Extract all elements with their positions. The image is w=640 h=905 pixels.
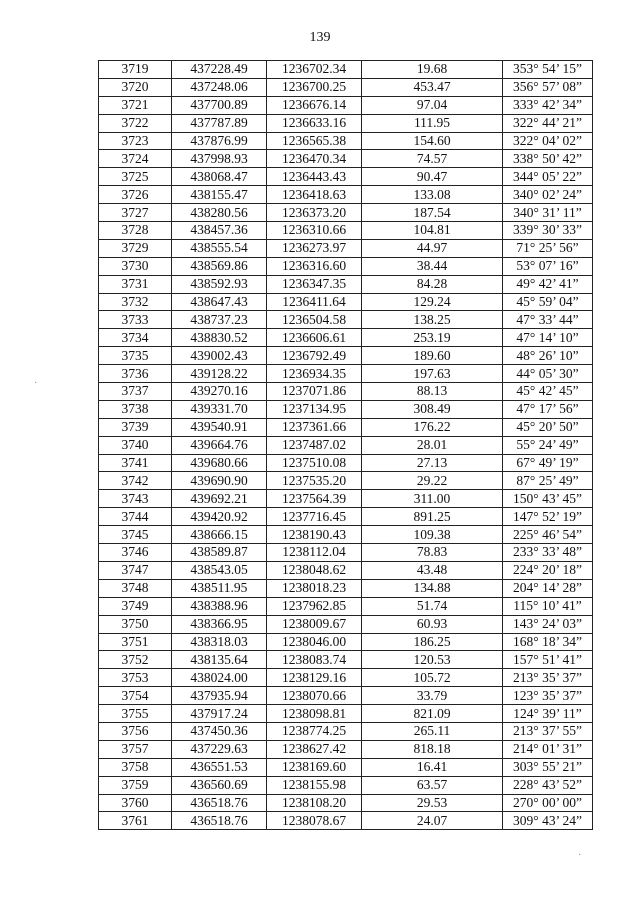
azimuth-cell: 55° 24’ 49” <box>503 436 593 454</box>
table-row <box>99 633 593 651</box>
y-coordinate-cell: 1238078.67 <box>267 812 362 830</box>
y-coordinate-cell: 1238190.43 <box>267 526 362 544</box>
y-coordinate-cell: 1236700.25 <box>267 78 362 96</box>
x-coordinate-cell: 439540.91 <box>172 418 267 436</box>
x-coordinate-cell: 437450.36 <box>172 722 267 740</box>
x-coordinate-cell: 439690.90 <box>172 472 267 490</box>
table-row <box>99 722 593 740</box>
table-row <box>99 579 593 597</box>
table-row <box>99 454 593 472</box>
x-coordinate-cell: 437229.63 <box>172 740 267 758</box>
y-coordinate-cell: 1236443.43 <box>267 168 362 186</box>
azimuth-cell: 45° 20’ 50” <box>503 418 593 436</box>
table-row <box>99 222 593 240</box>
point-number-cell: 3723 <box>99 132 172 150</box>
x-coordinate-cell: 438647.43 <box>172 293 267 311</box>
distance-cell: 105.72 <box>362 669 503 687</box>
distance-cell: 109.38 <box>362 526 503 544</box>
point-number-cell: 3744 <box>99 508 172 526</box>
point-number-cell: 3751 <box>99 633 172 651</box>
x-coordinate-cell: 437917.24 <box>172 705 267 723</box>
azimuth-cell: 340° 02’ 24” <box>503 186 593 204</box>
y-coordinate-cell: 1237716.45 <box>267 508 362 526</box>
y-coordinate-cell: 1237134.95 <box>267 400 362 418</box>
azimuth-cell: 340° 31’ 11” <box>503 204 593 222</box>
point-number-cell: 3733 <box>99 311 172 329</box>
distance-cell: 97.04 <box>362 96 503 114</box>
distance-cell: 19.68 <box>362 61 503 79</box>
distance-cell: 84.28 <box>362 275 503 293</box>
x-coordinate-cell: 437228.49 <box>172 61 267 79</box>
y-coordinate-cell: 1236606.61 <box>267 329 362 347</box>
distance-cell: 821.09 <box>362 705 503 723</box>
y-coordinate-cell: 1236565.38 <box>267 132 362 150</box>
azimuth-cell: 213° 37’ 55” <box>503 722 593 740</box>
y-coordinate-cell: 1236676.14 <box>267 96 362 114</box>
x-coordinate-cell: 438555.54 <box>172 239 267 257</box>
table-row <box>99 150 593 168</box>
azimuth-cell: 168° 18’ 34” <box>503 633 593 651</box>
x-coordinate-cell: 438589.87 <box>172 544 267 562</box>
x-coordinate-cell: 437935.94 <box>172 687 267 705</box>
point-number-cell: 3746 <box>99 544 172 562</box>
distance-cell: 120.53 <box>362 651 503 669</box>
table-row <box>99 472 593 490</box>
azimuth-cell: 338° 50’ 42” <box>503 150 593 168</box>
x-coordinate-cell: 437700.89 <box>172 96 267 114</box>
coordinates-table <box>98 60 593 830</box>
y-coordinate-cell: 1236310.66 <box>267 222 362 240</box>
x-coordinate-cell: 439270.16 <box>172 383 267 401</box>
x-coordinate-cell: 439664.76 <box>172 436 267 454</box>
table-row <box>99 114 593 132</box>
point-number-cell: 3725 <box>99 168 172 186</box>
x-coordinate-cell: 438318.03 <box>172 633 267 651</box>
azimuth-cell: 124° 39’ 11” <box>503 705 593 723</box>
table-row <box>99 651 593 669</box>
point-number-cell: 3736 <box>99 365 172 383</box>
table-row <box>99 400 593 418</box>
distance-cell: 24.07 <box>362 812 503 830</box>
x-coordinate-cell: 436560.69 <box>172 776 267 794</box>
azimuth-cell: 303° 55’ 21” <box>503 758 593 776</box>
x-coordinate-cell: 438155.47 <box>172 186 267 204</box>
distance-cell: 51.74 <box>362 597 503 615</box>
x-coordinate-cell: 436551.53 <box>172 758 267 776</box>
point-number-cell: 3719 <box>99 61 172 79</box>
point-number-cell: 3722 <box>99 114 172 132</box>
point-number-cell: 3726 <box>99 186 172 204</box>
table-row <box>99 615 593 633</box>
azimuth-cell: 353° 54’ 15” <box>503 61 593 79</box>
table-row <box>99 329 593 347</box>
azimuth-cell: 322° 04’ 02” <box>503 132 593 150</box>
distance-cell: 818.18 <box>362 740 503 758</box>
x-coordinate-cell: 439331.70 <box>172 400 267 418</box>
table-row <box>99 168 593 186</box>
point-number-cell: 3727 <box>99 204 172 222</box>
distance-cell: 63.57 <box>362 776 503 794</box>
azimuth-cell: 115° 10’ 41” <box>503 597 593 615</box>
table-row <box>99 812 593 830</box>
x-coordinate-cell: 438592.93 <box>172 275 267 293</box>
azimuth-cell: 309° 43’ 24” <box>503 812 593 830</box>
distance-cell: 253.19 <box>362 329 503 347</box>
y-coordinate-cell: 1237071.86 <box>267 383 362 401</box>
y-coordinate-cell: 1238129.16 <box>267 669 362 687</box>
scan-speck: · <box>34 378 38 389</box>
x-coordinate-cell: 439692.21 <box>172 490 267 508</box>
x-coordinate-cell: 438068.47 <box>172 168 267 186</box>
y-coordinate-cell: 1238108.20 <box>267 794 362 812</box>
distance-cell: 133.08 <box>362 186 503 204</box>
azimuth-cell: 344° 05’ 22” <box>503 168 593 186</box>
azimuth-cell: 322° 44’ 21” <box>503 114 593 132</box>
table-row <box>99 311 593 329</box>
y-coordinate-cell: 1236702.34 <box>267 61 362 79</box>
y-coordinate-cell: 1238169.60 <box>267 758 362 776</box>
azimuth-cell: 214° 01’ 31” <box>503 740 593 758</box>
azimuth-cell: 224° 20’ 18” <box>503 561 593 579</box>
x-coordinate-cell: 438457.36 <box>172 222 267 240</box>
y-coordinate-cell: 1237510.08 <box>267 454 362 472</box>
point-number-cell: 3740 <box>99 436 172 454</box>
y-coordinate-cell: 1236418.63 <box>267 186 362 204</box>
point-number-cell: 3732 <box>99 293 172 311</box>
azimuth-cell: 45° 59’ 04” <box>503 293 593 311</box>
azimuth-cell: 233° 33’ 48” <box>503 544 593 562</box>
azimuth-cell: 150° 43’ 45” <box>503 490 593 508</box>
x-coordinate-cell: 436518.76 <box>172 794 267 812</box>
azimuth-cell: 333° 42’ 34” <box>503 96 593 114</box>
point-number-cell: 3754 <box>99 687 172 705</box>
azimuth-cell: 213° 35’ 37” <box>503 669 593 687</box>
x-coordinate-cell: 438569.86 <box>172 257 267 275</box>
distance-cell: 197.63 <box>362 365 503 383</box>
point-number-cell: 3741 <box>99 454 172 472</box>
azimuth-cell: 270° 00’ 00” <box>503 794 593 812</box>
y-coordinate-cell: 1236411.64 <box>267 293 362 311</box>
point-number-cell: 3758 <box>99 758 172 776</box>
table-row <box>99 687 593 705</box>
distance-cell: 311.00 <box>362 490 503 508</box>
point-number-cell: 3742 <box>99 472 172 490</box>
point-number-cell: 3735 <box>99 347 172 365</box>
distance-cell: 186.25 <box>362 633 503 651</box>
distance-cell: 60.93 <box>362 615 503 633</box>
table-row <box>99 347 593 365</box>
azimuth-cell: 47° 17’ 56” <box>503 400 593 418</box>
x-coordinate-cell: 439002.43 <box>172 347 267 365</box>
y-coordinate-cell: 1237361.66 <box>267 418 362 436</box>
table-row <box>99 705 593 723</box>
x-coordinate-cell: 437998.93 <box>172 150 267 168</box>
point-number-cell: 3749 <box>99 597 172 615</box>
point-number-cell: 3757 <box>99 740 172 758</box>
distance-cell: 44.97 <box>362 239 503 257</box>
y-coordinate-cell: 1236316.60 <box>267 257 362 275</box>
point-number-cell: 3752 <box>99 651 172 669</box>
x-coordinate-cell: 438280.56 <box>172 204 267 222</box>
distance-cell: 891.25 <box>362 508 503 526</box>
point-number-cell: 3748 <box>99 579 172 597</box>
distance-cell: 29.53 <box>362 794 503 812</box>
point-number-cell: 3720 <box>99 78 172 96</box>
point-number-cell: 3760 <box>99 794 172 812</box>
table-row <box>99 96 593 114</box>
distance-cell: 104.81 <box>362 222 503 240</box>
table-row <box>99 669 593 687</box>
distance-cell: 187.54 <box>362 204 503 222</box>
azimuth-cell: 147° 52’ 19” <box>503 508 593 526</box>
distance-cell: 33.79 <box>362 687 503 705</box>
distance-cell: 111.95 <box>362 114 503 132</box>
x-coordinate-cell: 438511.95 <box>172 579 267 597</box>
azimuth-cell: 53° 07’ 16” <box>503 257 593 275</box>
point-number-cell: 3750 <box>99 615 172 633</box>
y-coordinate-cell: 1236273.97 <box>267 239 362 257</box>
y-coordinate-cell: 1236633.16 <box>267 114 362 132</box>
y-coordinate-cell: 1236792.49 <box>267 347 362 365</box>
distance-cell: 28.01 <box>362 436 503 454</box>
point-number-cell: 3721 <box>99 96 172 114</box>
table-row <box>99 418 593 436</box>
point-number-cell: 3753 <box>99 669 172 687</box>
table-row <box>99 508 593 526</box>
distance-cell: 453.47 <box>362 78 503 96</box>
azimuth-cell: 44° 05’ 30” <box>503 365 593 383</box>
x-coordinate-cell: 438666.15 <box>172 526 267 544</box>
distance-cell: 16.41 <box>362 758 503 776</box>
x-coordinate-cell: 439128.22 <box>172 365 267 383</box>
azimuth-cell: 356° 57’ 08” <box>503 78 593 96</box>
table-row <box>99 61 593 79</box>
distance-cell: 78.83 <box>362 544 503 562</box>
table-row <box>99 490 593 508</box>
x-coordinate-cell: 439420.92 <box>172 508 267 526</box>
coordinates-table-body <box>99 61 593 830</box>
point-number-cell: 3724 <box>99 150 172 168</box>
distance-cell: 38.44 <box>362 257 503 275</box>
y-coordinate-cell: 1238083.74 <box>267 651 362 669</box>
point-number-cell: 3747 <box>99 561 172 579</box>
azimuth-cell: 49° 42’ 41” <box>503 275 593 293</box>
table-row <box>99 794 593 812</box>
distance-cell: 90.47 <box>362 168 503 186</box>
point-number-cell: 3737 <box>99 383 172 401</box>
table-row <box>99 293 593 311</box>
x-coordinate-cell: 437248.06 <box>172 78 267 96</box>
y-coordinate-cell: 1236347.35 <box>267 275 362 293</box>
y-coordinate-cell: 1236373.20 <box>267 204 362 222</box>
table-row <box>99 383 593 401</box>
point-number-cell: 3743 <box>99 490 172 508</box>
x-coordinate-cell: 438024.00 <box>172 669 267 687</box>
point-number-cell: 3730 <box>99 257 172 275</box>
distance-cell: 27.13 <box>362 454 503 472</box>
azimuth-cell: 87° 25’ 49” <box>503 472 593 490</box>
table-row <box>99 365 593 383</box>
y-coordinate-cell: 1237487.02 <box>267 436 362 454</box>
point-number-cell: 3755 <box>99 705 172 723</box>
distance-cell: 134.88 <box>362 579 503 597</box>
azimuth-cell: 123° 35’ 37” <box>503 687 593 705</box>
azimuth-cell: 225° 46’ 54” <box>503 526 593 544</box>
table-row <box>99 544 593 562</box>
azimuth-cell: 45° 42’ 45” <box>503 383 593 401</box>
y-coordinate-cell: 1238627.42 <box>267 740 362 758</box>
table-row <box>99 239 593 257</box>
point-number-cell: 3728 <box>99 222 172 240</box>
x-coordinate-cell: 438830.52 <box>172 329 267 347</box>
x-coordinate-cell: 438543.05 <box>172 561 267 579</box>
x-coordinate-cell: 437787.89 <box>172 114 267 132</box>
azimuth-cell: 204° 14’ 28” <box>503 579 593 597</box>
page-number: 139 <box>309 30 331 45</box>
x-coordinate-cell: 438366.95 <box>172 615 267 633</box>
y-coordinate-cell: 1238774.25 <box>267 722 362 740</box>
y-coordinate-cell: 1237535.20 <box>267 472 362 490</box>
y-coordinate-cell: 1238048.62 <box>267 561 362 579</box>
azimuth-cell: 143° 24’ 03” <box>503 615 593 633</box>
scan-speck: · <box>578 850 582 861</box>
distance-cell: 265.11 <box>362 722 503 740</box>
x-coordinate-cell: 438737.23 <box>172 311 267 329</box>
y-coordinate-cell: 1238070.66 <box>267 687 362 705</box>
y-coordinate-cell: 1238155.98 <box>267 776 362 794</box>
azimuth-cell: 71° 25’ 56” <box>503 239 593 257</box>
table-row <box>99 257 593 275</box>
y-coordinate-cell: 1238009.67 <box>267 615 362 633</box>
x-coordinate-cell: 438135.64 <box>172 651 267 669</box>
y-coordinate-cell: 1238098.81 <box>267 705 362 723</box>
azimuth-cell: 67° 49’ 19” <box>503 454 593 472</box>
distance-cell: 176.22 <box>362 418 503 436</box>
x-coordinate-cell: 437876.99 <box>172 132 267 150</box>
x-coordinate-cell: 438388.96 <box>172 597 267 615</box>
point-number-cell: 3739 <box>99 418 172 436</box>
y-coordinate-cell: 1236470.34 <box>267 150 362 168</box>
y-coordinate-cell: 1236504.58 <box>267 311 362 329</box>
y-coordinate-cell: 1236934.35 <box>267 365 362 383</box>
table-row <box>99 597 593 615</box>
distance-cell: 43.48 <box>362 561 503 579</box>
distance-cell: 189.60 <box>362 347 503 365</box>
point-number-cell: 3759 <box>99 776 172 794</box>
table-row <box>99 275 593 293</box>
y-coordinate-cell: 1237564.39 <box>267 490 362 508</box>
table-row <box>99 436 593 454</box>
y-coordinate-cell: 1238112.04 <box>267 544 362 562</box>
y-coordinate-cell: 1237962.85 <box>267 597 362 615</box>
distance-cell: 29.22 <box>362 472 503 490</box>
y-coordinate-cell: 1238018.23 <box>267 579 362 597</box>
point-number-cell: 3738 <box>99 400 172 418</box>
azimuth-cell: 228° 43’ 52” <box>503 776 593 794</box>
azimuth-cell: 47° 33’ 44” <box>503 311 593 329</box>
point-number-cell: 3761 <box>99 812 172 830</box>
point-number-cell: 3729 <box>99 239 172 257</box>
table-row <box>99 561 593 579</box>
table-row <box>99 526 593 544</box>
azimuth-cell: 157° 51’ 41” <box>503 651 593 669</box>
y-coordinate-cell: 1238046.00 <box>267 633 362 651</box>
table-row <box>99 740 593 758</box>
table-row <box>99 204 593 222</box>
distance-cell: 154.60 <box>362 132 503 150</box>
distance-cell: 74.57 <box>362 150 503 168</box>
point-number-cell: 3756 <box>99 722 172 740</box>
x-coordinate-cell: 439680.66 <box>172 454 267 472</box>
x-coordinate-cell: 436518.76 <box>172 812 267 830</box>
table-row <box>99 776 593 794</box>
point-number-cell: 3745 <box>99 526 172 544</box>
point-number-cell: 3734 <box>99 329 172 347</box>
distance-cell: 88.13 <box>362 383 503 401</box>
point-number-cell: 3731 <box>99 275 172 293</box>
azimuth-cell: 339° 30’ 33” <box>503 222 593 240</box>
azimuth-cell: 48° 26’ 10” <box>503 347 593 365</box>
distance-cell: 129.24 <box>362 293 503 311</box>
azimuth-cell: 47° 14’ 10” <box>503 329 593 347</box>
table-row <box>99 186 593 204</box>
table-row <box>99 758 593 776</box>
distance-cell: 138.25 <box>362 311 503 329</box>
table-row <box>99 78 593 96</box>
table-row <box>99 132 593 150</box>
distance-cell: 308.49 <box>362 400 503 418</box>
